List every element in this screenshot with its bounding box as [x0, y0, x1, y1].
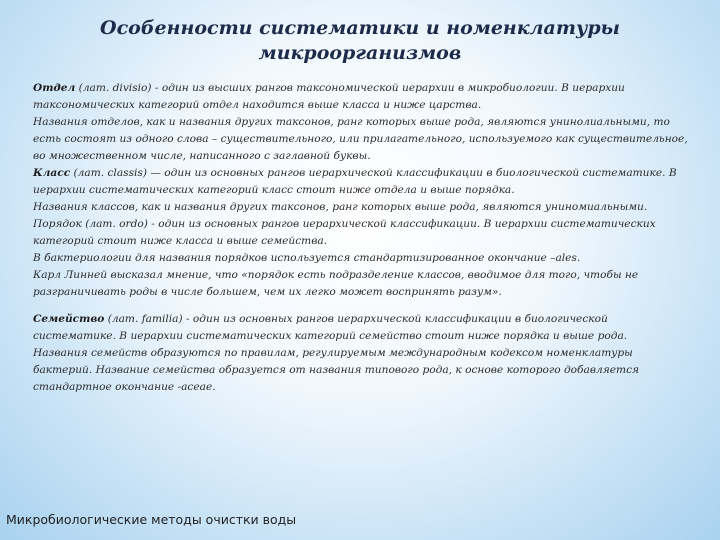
semeystvo-definition: (лат. familia) - один из основных рангов иерархической классификации в биологической систематике. В иерархии систематических категорий семейство стоит ниже порядка и выше рода. — [33, 313, 628, 342]
slide-title-line-2: микроорганизмов — [258, 42, 462, 64]
term-klass: Класс — [33, 167, 71, 179]
body-paragraph-1 — [33, 80, 693, 301]
term-semeystvo: Семейство — [33, 313, 105, 325]
footer-caption: Микробиологические методы очистки воды — [6, 512, 297, 527]
linnaeus-quote: Карл Линней высказал мнение, что «порядок есть подразделение классов, вводимое для того, чтобы не разграничивать роды в числе большем, чем их легко может воспринять разум». — [33, 269, 639, 298]
slide-title — [80, 16, 640, 66]
poryadok-suffix: В бактериологии для названия порядков используется стандартизированное окончание –ales. — [33, 252, 581, 264]
klass-naming: Названия классов, как и названия других таксонов, ранг которых выше рода, являются униномиальными. — [33, 201, 648, 213]
otdel-definition: (лат. divisio) - один из высших рангов таксономической иерархии в микробиологии. В иерархии таксономических категорий отдел находится выше класса и ниже царства. — [33, 82, 625, 111]
klass-definition: (лат. classis) — один из основных рангов иерархической классификации в биологической систематике. В иерархии систематических категорий класс стоит ниже отдела и выше порядка. — [33, 167, 677, 196]
term-otdel: Отдел — [33, 82, 76, 94]
otdel-naming: Названия отделов, как и названия других таксонов, ранг которых выше рода, являются унинолиальными, то есть состоят из одного слова – существительного, или прилагательного, используемого как существительное, во множественном числе, написанного с заглавной буквы. — [33, 116, 688, 162]
body-paragraph-2 — [33, 311, 693, 396]
poryadok-definition: Порядок (лат. ordo) - один из основных рангов иерархической классификации. В иерархии систематических категорий стоит ниже класса и выше семейства. — [33, 218, 656, 247]
semeystvo-naming: Названия семейств образуются по правилам, регулируемым международным кодексом номенклатуры бактерий. Название семейства образуется от названия типового рода, к основе которого добавляется стандартное окончание -aceae. — [33, 347, 640, 393]
slide-title-line-1: Особенности систематики и номенклатуры — [100, 17, 620, 39]
